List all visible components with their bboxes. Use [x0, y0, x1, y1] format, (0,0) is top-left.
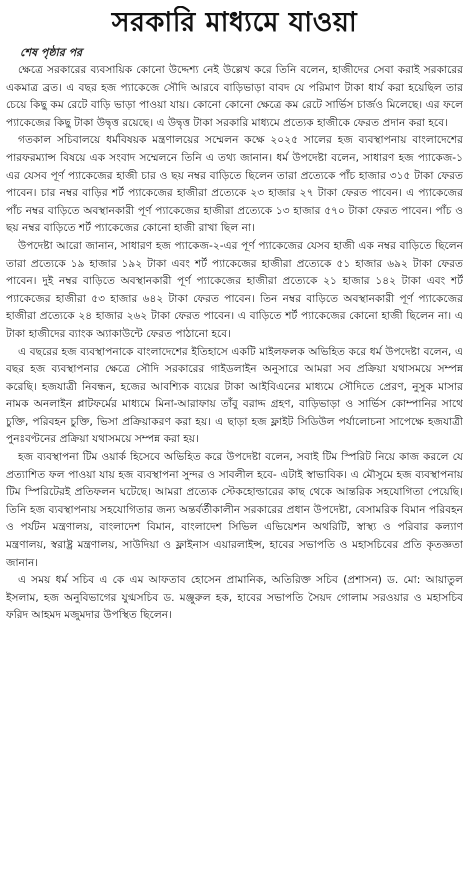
article-paragraph: হজ ব্যবস্থাপনা টিম ওয়ার্ক হিসেবে অভিহিত করে উপদেষ্টা বলেন, সবাই টিম স্পিরিট নিয়ে কাজ করলে যে প্রত্যাশিত ফল পাওয়া যায় হজ ব্যবস্থাপনা সুন্দর ও সাবলীল হবে- এটাই স্বাভাবিক। এ মৌসুমে হজ ব্যবস্থাপনায় টিম স্পিরিটেরই প্রতিফলন ঘটেছে। আমরা প্রত্যেক স্টেকহোল্ডারের কাছ থেকে আন্তরিক সহযোগিতা পেয়েছি। তিনি হজ ব্যবস্থাপনায় সহযোগিতার জন্য অন্তর্বর্তীকালীন সরকারের প্রধান উপদেষ্টা, বেসামরিক বিমান পরিবহন ও পর্যটন মন্ত্রণালয়, বাংলাদেশ বিমান, বাংলাদেশ সিভিল এভিয়েশন অথরিটি, স্বাস্থ্য ও পরিবার কল্যাণ মন্ত্রণালয়, স্বরাষ্ট্র মন্ত্রণালয়, সাউদিয়া ও ফ্লাইনাস এয়ারলাইন্স, হাবের সভাপতি ও মহাসচিবের প্রতি কৃতজ্ঞতা জানান।	[6, 451, 463, 569]
article-body	[6, 62, 463, 625]
article-paragraph: এ বছরের হজ ব্যবস্থাপনাকে বাংলাদেশের ইতিহাসে একটি মাইলফলক অভিহিত করে ধর্ম উপদেষ্টা বলেন, এ বছর হজ ব্যবস্থাপনার ক্ষেত্রে সৌদি সরকারের গাইডলাইন অনুসারে আমরা সব প্রক্রিয়া যথাসময়ে সম্পন্ন করেছি। হজযাত্রী নিবন্ধন, হজের আবশ্যিক ব্যয়ের টাকা আইবিএনের মাধ্যমে সৌদিতে প্রেরণ, নুসুক মাসার নামক অনলাইন প্লাটফর্মের মাধ্যমে মিনা-আরাফায় তাঁবু বরাদ্দ গ্রহণ, বাড়িভাড়া ও সার্ভিস কোম্পানির সাথে চুক্তি, পরিবহন চুক্তি, ভিসা প্রক্রিয়াকরণ করা হয়। এ ছাড়া হজ ফ্লাইট সিডিউল পর্যালোচনা সাপেক্ষে হজযাত্রী পুনঃবণ্টনের প্রক্রিয়া যথাসময়ে সম্পন্ন করা হয়।	[6, 345, 463, 446]
article-paragraph: এ সময় ধর্ম সচিব এ কে এম আফতাব হোসেন প্রামানিক, অতিরিক্ত সচিব (প্রশাসন) ড. মো: আয়াতুল ইসলাম, হজ অনুবিভাগের যুগ্মসচিব ড. মঞ্জুরুল হক, হাবের সভাপতি সৈয়দ গোলাম সরওয়ার ও মহাসচিব ফরিদ আহমদ মজুমদার উপস্থিত ছিলেন।	[6, 574, 463, 622]
article-paragraph: ক্ষেত্রে সরকারের ব্যবসায়িক কোনো উদ্দেশ্য নেই উল্লেখ করে তিনি বলেন, হাজীদের সেবা করাই সরকারের একমাত্র ব্রত। এ বছর হজ প্যাকেজে সৌদি আরবে বাড়িভাড়া বাবদ যে পরিমাণ টাকা ধার্য করা হয়েছিল তার চেয়ে কিছু কম রেটে বাড়ি ভাড়া পাওয়া যায়। কোনো কোনো ক্ষেত্রে কম রেটে সার্ভিস চার্জও মিলেছে। এর ফলে প্যাকেজের কিছু টাকা উদ্বৃত্ত রয়েছে। এ উদ্বৃত্ত টাকা সরকারি মাধ্যমে প্রত্যেক হাজীকে ফেরত প্রদান করা হবে।	[6, 64, 463, 129]
continued-from-label: শেষ পৃষ্ঠার পর	[20, 46, 83, 59]
news-article	[6, 6, 463, 868]
article-paragraph: গতকাল সচিবালয়ে ধর্মবিষয়ক মন্ত্রণালয়ের সম্মেলন কক্ষে ২০২৫ সালের হজ ব্যবস্থাপনায় বাংলাদেশের পারফরম্যান্স বিষয়ে এক সংবাদ সম্মেলনে তিনি এ তথ্য জানান। ধর্ম উপদেষ্টা বলেন, সাধারণ হজ প্যাকেজ-১ এর যেসব পূর্ণ প্যাকেজের হাজী চার ও ছয় নম্বর বাড়িতে ছিলেন তারা প্রত্যেকে পাঁচ হাজার ৩১৫ টাকা ফেরত পাবেন। চার নম্বর বাড়ির শর্ট প্যাকেজের হাজীরা প্রত্যেকে ২৩ হাজার ২৭ টাকা ফেরত পাবেন। এ প্যাকেজের পাঁচ নম্বর বাড়িতে অবস্থানকারী পূর্ণ প্যাকেজের হাজীরা প্রত্যেকে ১৩ হাজার ৫৭০ টাকা ফেরত পাবেন। পাঁচ ও ছয় নম্বর বাড়িতে শর্ট প্যাকেজের কোনো হাজী রাখা ছিল না।	[6, 134, 463, 235]
article-headline: সরকারি মাধ্যমে যাওয়া	[111, 7, 358, 38]
article-paragraph: উপদেষ্টা আরো জানান, সাধারণ হজ প্যাকেজ-২-এর পূর্ণ প্যাকেজের যেসব হাজী এক নম্বর বাড়িতে ছিলেন তারা প্রত্যেকে ১৯ হাজার ১৯২ টাকা এবং শর্ট প্যাকেজের হাজীরা প্রত্যেকে ৫১ হাজার ৬৯২ টাকা ফেরত পাবেন। দুই নম্বর বাড়িতে অবস্থানকারী পূর্ণ প্যাকেজের হাজীরা প্রত্যেকে ২১ হাজার ১৪২ টাকা এবং শর্ট প্যাকেজের হাজীরা ৫৩ হাজার ৬৪২ টাকা ফেরত পাবেন। তিন নম্বর বাড়িতে অবস্থানকারী পূর্ণ প্যাকেজের হাজীরা প্রত্যেকে ২৪ হাজার ২৬২ টাকা ফেরত পাবেন। এ বাড়িতে শর্ট প্যাকেজের কোনো হাজী ছিলেন না। এ টাকা হাজীদের ব্যাংক অ্যাকাউন্টে ফেরত পাঠানো হবে।	[6, 239, 463, 340]
